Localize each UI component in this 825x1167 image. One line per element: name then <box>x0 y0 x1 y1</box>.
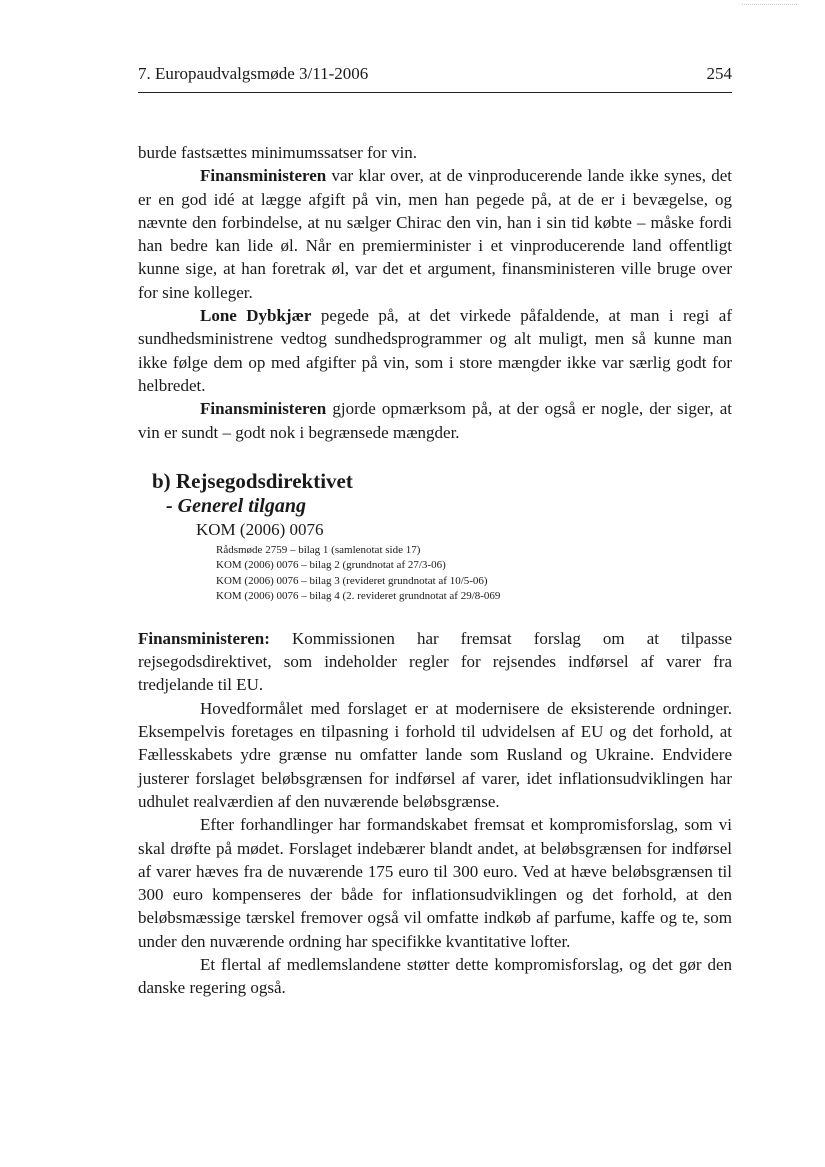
speaker-name: Finansministeren <box>200 399 327 419</box>
speaker-name: Finansministeren: <box>138 628 270 648</box>
document-item: KOM (2006) 0076 – bilag 3 (revideret grundnotat af 10/5-06) <box>216 574 488 587</box>
page-header <box>138 64 732 88</box>
paragraphs-top <box>138 141 732 444</box>
spacer <box>138 605 732 627</box>
paragraph-text: Hovedformålet med forslaget er at modernisere de eksisterende ordninger. Eksempelvis foretages en tilpasning i forhold til udvidelsen af EU og det forhold, at Fællesskabets ydre grænse nu omfatter lande som Rusland og Ukraine. Endvidere justerer forslaget beløbsgrænsen for indførsel af varer, idet inflationsudviklingen har udhulet realværdien af den nuværende beløbsgrænse. <box>138 698 732 811</box>
paragraph-text: Kommissionen har fremsat forslag om at tilpasse rejsegodsdirektivet, som indeholder regler for rejsendes indførsel af varer fra tredjelande til EU. <box>138 628 732 695</box>
paragraph <box>138 813 732 953</box>
document-list <box>216 543 732 605</box>
paragraph-text: var klar over, at de vinproducerende lande ikke synes, det er en god idé at lægge afgift på vin, men han pegede på, at de er i bevægelse, og nævnte den forbindelse, at nu sælger Chirac den vin, han i sin tid købte – måske fordi han bedre kan lide øl. Når en premierminister i et vinproducerende land offentligt kunne sige, at han foretrak øl, var det et argument, finansministeren ville bruge over for sine kolleger. <box>138 166 732 302</box>
header-rule <box>138 92 732 93</box>
paragraph-text: pegede på, at det virkede påfaldende, at man i regi af sundhedsministrene vedtog sundhedsprogrammer og alt muligt, men så kunne man ikke følge dem op med afgifter på vin, som i store mængder ikke var særlig godt for helbredet. <box>138 306 733 395</box>
paragraph-text: gjorde opmærksom på, at der også er nogle, der siger, at vin er sundt – godt nok i begrænsede mængder. <box>138 399 732 442</box>
speaker-name: Finansministeren <box>200 166 327 186</box>
section-reference: KOM (2006) 0076 <box>196 519 324 539</box>
paragraph <box>138 164 732 304</box>
section-title: b) Rejsegodsdirektivet <box>152 468 353 493</box>
paragraph <box>138 953 732 1000</box>
document-item: KOM (2006) 0076 – bilag 2 (grundnotat af 27/3-06) <box>216 559 446 572</box>
paragraph <box>138 397 732 444</box>
paragraph <box>138 697 732 813</box>
document-item: KOM (2006) 0076 – bilag 4 (2. revideret grundnotat af 29/8-069 <box>216 590 501 603</box>
paragraph-text: Efter forhandlinger har formandskabet fremsat et kompromisforslag, som vi skal drøfte på mødet. Forslaget indebærer blandt andet, at beløbsgrænsen for indførsel af varer hæves fra de nuværende 175 euro til 300 euro. Ved at hæve beløbsgrænsen til 300 euro kompenseres der både for inflationsudviklingen og det forhold, at den beløbsmæssige tærskel fremover også vil omfatte indkøb af parfume, kaffe og te, som under den nuværende ordning har specifikke kvantitative lofter. <box>138 815 732 951</box>
speaker-name: Lone Dybkjær <box>200 306 312 326</box>
paragraphs-bottom <box>138 627 732 1000</box>
page-body <box>138 141 732 1000</box>
header-title: 7. Europaudvalgsmøde 3/11-2006 <box>138 64 369 83</box>
page-number: 254 <box>706 64 732 83</box>
paragraph-text: Et flertal af medlemslandene støtter dette kompromisforslag, og det gør den danske regering også. <box>138 955 732 998</box>
scan-edge-mark <box>742 4 797 5</box>
paragraph <box>138 627 732 697</box>
paragraph <box>138 304 732 397</box>
document-item: Rådsmøde 2759 – bilag 1 (samlenotat side 17) <box>216 543 421 556</box>
paragraph-text: burde fastsættes minimumssatser for vin. <box>138 143 418 162</box>
paragraph <box>138 141 732 164</box>
section-subtitle: - Generel tilgang <box>166 494 306 517</box>
